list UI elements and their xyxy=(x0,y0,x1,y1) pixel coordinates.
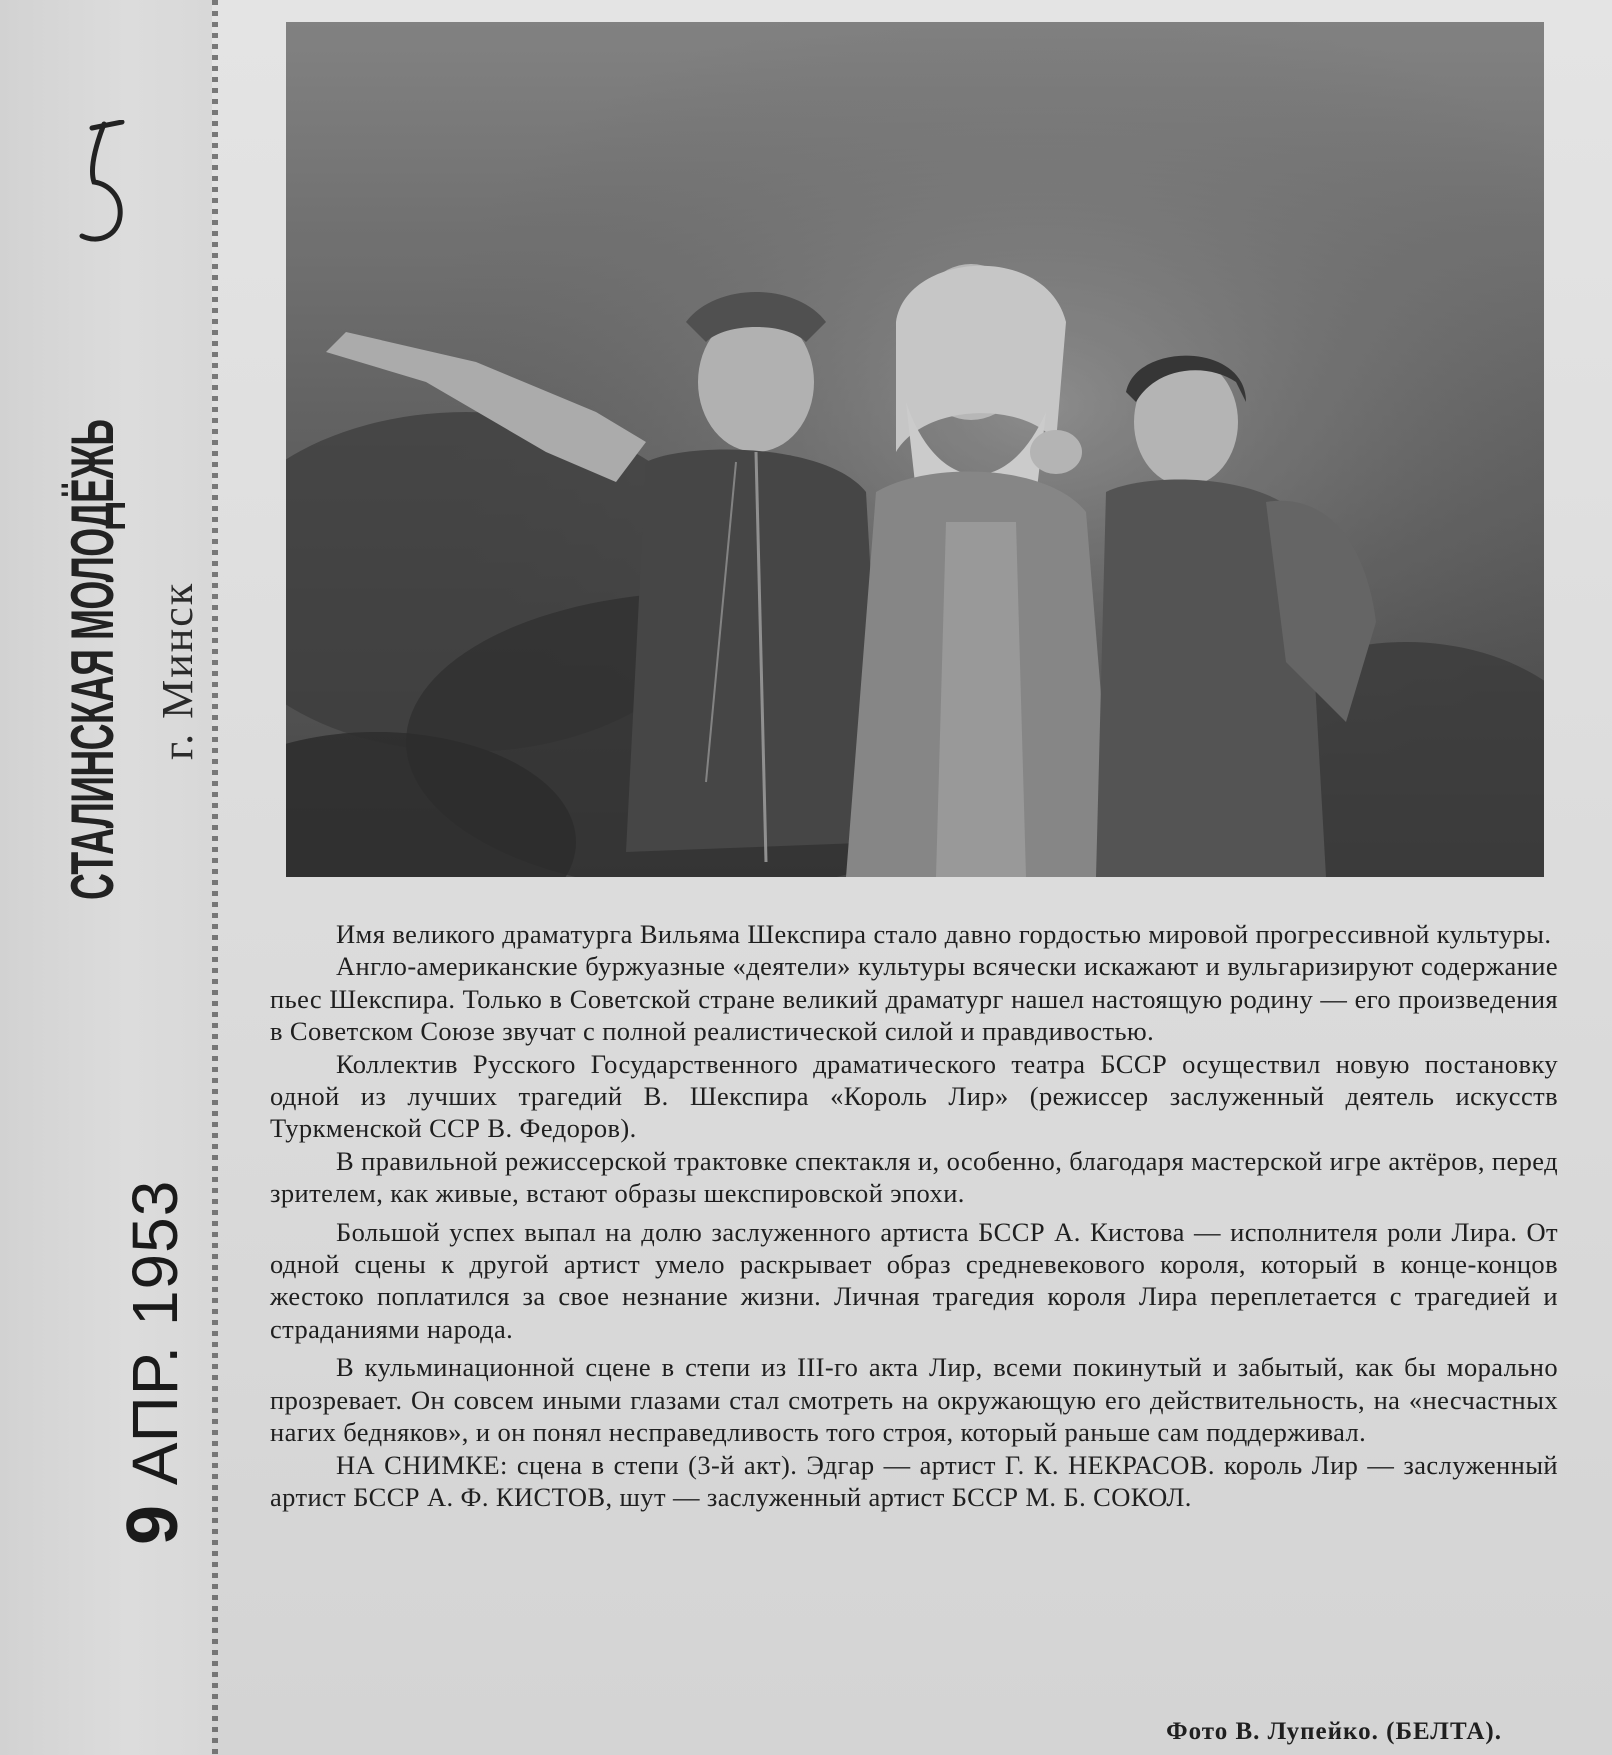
article-paragraph: Большой успех выпал на долю заслуженного артиста БССР А. Кистова — исполнителя роли Лира. От одной сцены к другой артист умело раскрывает образ средневекового короля, который в конце-концов жестоко поплатился за свое незнание жизни. Личная трагедия короля Лира переплетается с трагедией и страданиями народа. xyxy=(270,1216,1558,1344)
article-paragraph: Англо-американские буржуазные «деятели» культуры всячески искажают и вульгаризируют содержание пьес Шекспира. Только в Советской стране великий драматург нашел настоящую родину — его произведения в Советском Союзе звучат с полной реалистической силой и правдивостью. xyxy=(270,951,1558,1047)
newspaper-name: СТАЛИНСКАЯ МОЛОДЁЖЬ xyxy=(59,419,126,900)
article-body xyxy=(270,918,1558,1513)
article-paragraph: Имя великого драматурга Вильяма Шекспира стало давно гордостью мировой прогрессивной культуры. xyxy=(336,919,1552,949)
date-day: 9 xyxy=(113,1503,193,1545)
city-label: г. Минск xyxy=(153,581,202,760)
article-paragraph: В правильной режиссерской трактовке спектакля и, особенно, благодаря мастерской игре актёров, перед зрителем, как живые, встают образы шекспировской эпохи. xyxy=(270,1145,1558,1209)
photo-credit: Фото В. Лупейко. (БЕЛТА). xyxy=(1166,1718,1502,1745)
perforation-line xyxy=(212,0,218,1755)
photo-caption: НА СНИМКЕ: сцена в степи (3-й акт). Эдгар — артист Г. К. НЕКРАСОВ. король Лир — заслуженный артист БССР А. Ф. КИСТОВ, шут — заслуженный артист БССР М. Б. СОКОЛ. xyxy=(270,1449,1558,1512)
stage-photo xyxy=(286,22,1544,877)
date-stamp xyxy=(112,1180,194,1545)
article-paragraph: В кульминационной сцене в степи из III-го акта Лир, всеми покинутый и забытый, как бы морально прозревает. Он совсем иными глазами стал смотреть на окружающую его действительность, на «несчастных нагих бедняков», и он понял несправедливость того строя, который раньше сам поддерживал. xyxy=(270,1352,1558,1448)
stage-photo-icon xyxy=(286,22,1544,877)
date-month-year: АПР. 1953 xyxy=(119,1179,191,1486)
handwritten-mark-icon xyxy=(64,120,134,250)
article-paragraph: Коллектив Русского Государственного драматического театра БССР осуществил новую постановку одной из лучших трагедий В. Шекспира «Король Лир» (режиссер заслуженный деятель искусств Туркменской ССР В. Федоров). xyxy=(270,1048,1558,1144)
